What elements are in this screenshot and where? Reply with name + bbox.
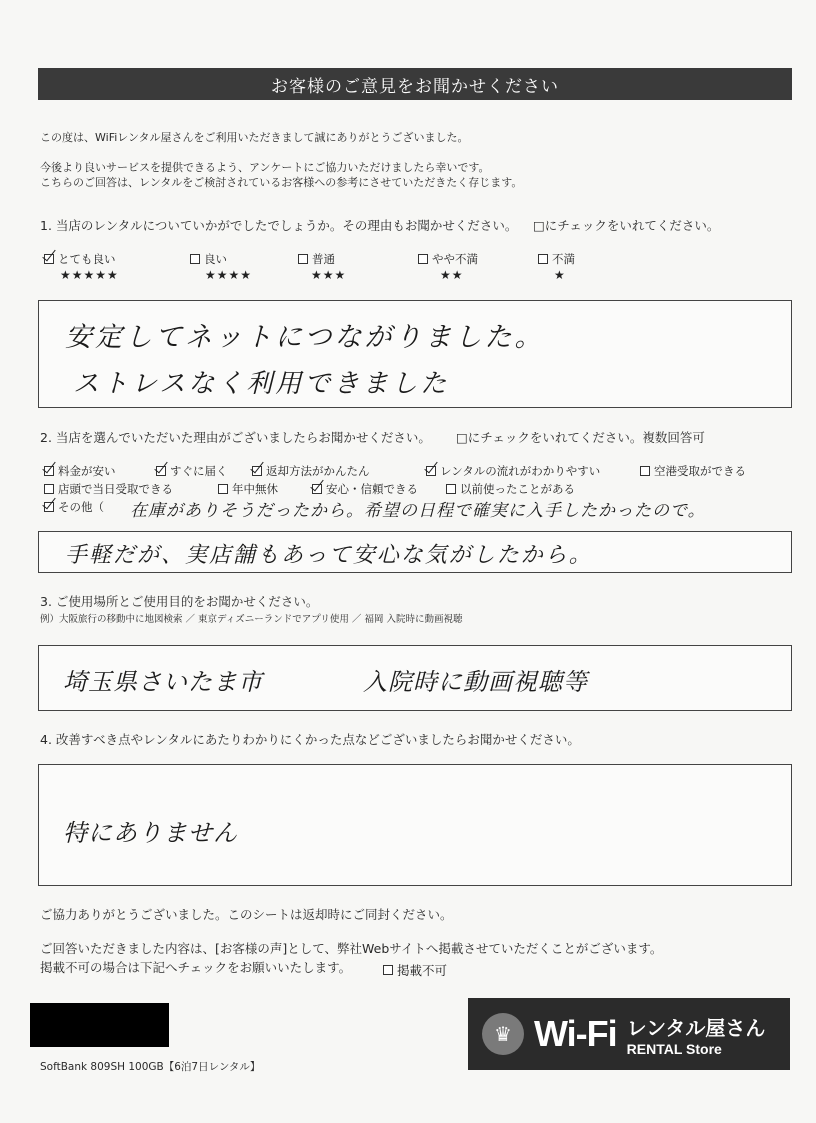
option-label: 以前使ったことがある <box>460 482 575 496</box>
checkbox[interactable] <box>383 965 393 975</box>
q1-option-good[interactable] <box>190 251 227 267</box>
q3-answer-purpose: 入院時に動画視聴等 <box>363 668 588 696</box>
rating-stars: ★ <box>554 268 566 282</box>
q2-option-other[interactable] <box>44 499 104 515</box>
q2-question: 2. 当店を選んでいただいた理由がございましたらお聞かせください。 <box>40 430 431 445</box>
q4-answer-box[interactable] <box>38 764 792 886</box>
option-label: とても良い <box>58 252 116 266</box>
q3-answer-box[interactable] <box>38 645 792 711</box>
q2-instruction: □にチェックをいれてください。複数回答可 <box>456 430 705 445</box>
checkbox-checked[interactable] <box>44 466 54 476</box>
option-label: 店頭で当日受取できる <box>58 482 173 496</box>
q1-option-average[interactable] <box>298 251 335 267</box>
q3-example: 例）大阪旅行の移動中に地図検索 ／ 東京ディズニーランドでアプリ使用 ／ 福岡 入院時に動画視聴 <box>40 614 463 625</box>
logo-wifi-text: Wi-Fi <box>534 1013 617 1054</box>
option-label: 料金が安い <box>58 464 116 478</box>
option-label: レンタルの流れがわかりやすい <box>440 464 601 478</box>
opt-out-option[interactable] <box>383 961 447 979</box>
logo-jp-text: レンタル屋さん <box>626 1015 766 1040</box>
checkbox[interactable] <box>190 254 200 264</box>
q2-answer-box[interactable] <box>38 531 792 573</box>
closing-thanks: ご協力ありがとうございました。このシートは返却時にご同封ください。 <box>40 907 453 922</box>
q4-answer: 特にありません <box>63 819 238 847</box>
checkbox[interactable] <box>298 254 308 264</box>
intro-line-2: 今後より良いサービスを提供できるよう、アンケートにご協力いただけましたら幸いです。 <box>40 161 490 174</box>
q2-option-airport-pickup[interactable] <box>640 463 746 479</box>
rating-stars: ★★★ <box>311 268 347 282</box>
option-label: その他（ <box>58 500 104 514</box>
checkbox[interactable] <box>44 484 54 494</box>
option-label: すぐに届く <box>170 464 228 478</box>
page-title: お客様のご意見をお聞かせください <box>38 68 792 100</box>
checkbox-checked[interactable] <box>44 502 54 512</box>
q1-answer-box[interactable] <box>38 300 792 408</box>
checkbox-checked[interactable] <box>44 254 54 264</box>
option-label: やや不満 <box>432 252 478 266</box>
crown-mascot-icon: ♛ <box>482 1013 524 1055</box>
opt-out-label: 掲載不可 <box>397 963 448 978</box>
q1-option-somewhat-dissatisfied[interactable] <box>418 251 478 267</box>
q2-option-easy-return[interactable] <box>252 463 370 479</box>
option-label: 返却方法がかんたん <box>266 464 370 478</box>
rating-stars: ★★★★★ <box>60 268 119 282</box>
q2-option-easy-flow[interactable] <box>426 463 600 479</box>
redacted-block <box>30 1003 169 1047</box>
checkbox-checked[interactable] <box>426 466 436 476</box>
option-label: 安心・信頼できる <box>326 482 418 496</box>
checkbox-checked[interactable] <box>252 466 262 476</box>
q1-question: 1. 当店のレンタルについていかがでしたでしょうか。その理由もお聞かせください。 <box>40 218 518 233</box>
device-info: SoftBank 809SH 100GB【6泊7日レンタル】 <box>40 1061 261 1073</box>
checkbox-checked[interactable] <box>156 466 166 476</box>
q3-question: 3. ご使用場所とご使用目的をお聞かせください。 <box>40 594 319 609</box>
rating-stars: ★★★★ <box>205 268 253 282</box>
checkbox[interactable] <box>538 254 548 264</box>
logo-text-group <box>627 1012 766 1057</box>
option-label: 空港受取ができる <box>654 464 746 478</box>
intro-line-3: こちらのご回答は、レンタルをご検討されているお客様への参考にさせていただきたく存じます。 <box>40 176 523 189</box>
q1-answer-line-2: ストレスなく利用できました <box>73 369 450 399</box>
q1-instruction: □にチェックをいれてください。 <box>533 218 720 233</box>
checkbox[interactable] <box>218 484 228 494</box>
checkbox[interactable] <box>418 254 428 264</box>
q2-option-same-day-store[interactable] <box>44 481 173 497</box>
checkbox[interactable] <box>640 466 650 476</box>
option-label: 年中無休 <box>232 482 278 496</box>
q2-answer: 手軽だが、実店舗もあって安心な気がしたから。 <box>65 543 593 568</box>
q1-option-dissatisfied[interactable] <box>538 251 575 267</box>
checkbox[interactable] <box>446 484 456 494</box>
q1-answer-line-1: 安定してネットにつながりました。 <box>65 322 545 353</box>
intro-line-1: この度は、WiFiレンタル屋さんをご利用いただきまして誠にありがとうございました。 <box>40 131 469 144</box>
q1-option-very-good[interactable] <box>44 251 116 267</box>
q2-option-open-all-year[interactable] <box>218 481 278 497</box>
q2-option-fast-delivery[interactable] <box>156 463 228 479</box>
q2-other-text: 在庫がありそうだったから。希望の日程で確実に入手したかったので。 <box>130 501 706 521</box>
q4-question: 4. 改善すべき点やレンタルにあたりわかりにくかった点などございましたらお聞かせください。 <box>40 732 580 747</box>
q2-option-trustworthy[interactable] <box>312 481 418 497</box>
option-label: 普通 <box>312 252 335 266</box>
closing-notice-1: ご回答いただきました内容は、[お客様の声]として、弊社Webサイトへ掲載させていただくことがございます。 <box>40 941 663 956</box>
q2-option-cheap[interactable] <box>44 463 116 479</box>
logo-en-text: RENTAL Store <box>626 1040 722 1057</box>
q2-option-used-before[interactable] <box>446 481 575 497</box>
q3-answer-place: 埼玉県さいたま市 <box>63 668 263 696</box>
option-label: 不満 <box>552 252 575 266</box>
checkbox-checked[interactable] <box>312 484 322 494</box>
option-label: 良い <box>204 252 227 266</box>
brand-logo <box>468 998 790 1070</box>
rating-stars: ★★ <box>440 268 464 282</box>
closing-notice-2: 掲載不可の場合は下記へチェックをお願いいたします。 <box>40 960 352 975</box>
